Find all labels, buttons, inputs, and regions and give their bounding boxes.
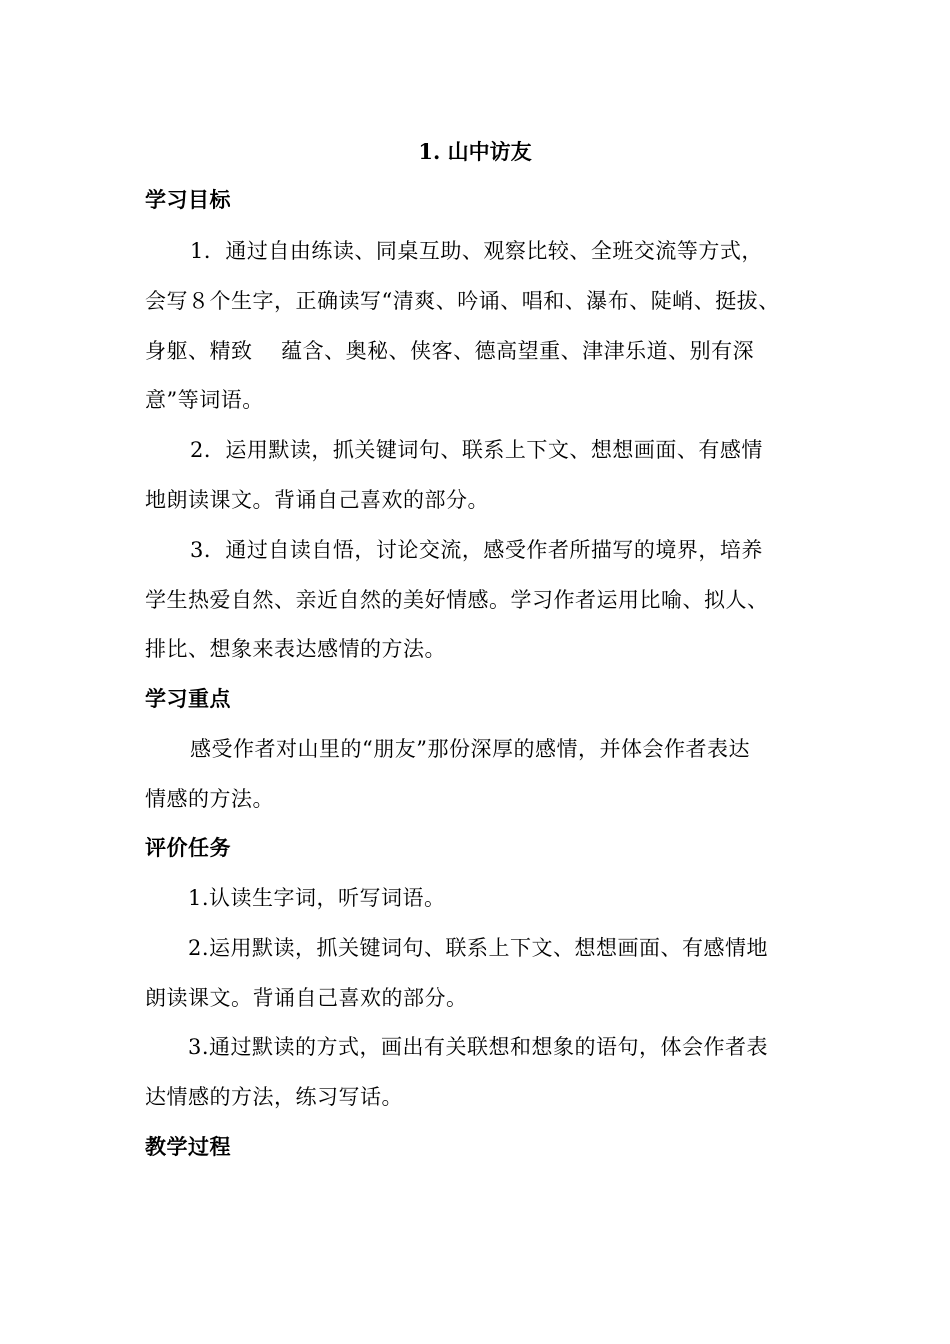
paragraph-line: 学生热爱自然、亲近自然的美好情感。学习作者运用比喻、拟人、 xyxy=(145,588,769,612)
paragraph-line: 情感的方法。 xyxy=(145,787,274,811)
section-heading-teaching-process: 教学过程 xyxy=(145,1134,231,1159)
paragraph-line: 3．通过自读自悟，讨论交流，感受作者所描写的境界，培养 xyxy=(190,538,763,562)
paragraph-line: 身躯、精致 蕴含、奥秘、侠客、德高望重、津津乐道、别有深 xyxy=(145,339,755,363)
paragraph-line: 会写８个生字，正确读写“清爽、吟诵、唱和、瀑布、陡峭、挺拔、 xyxy=(145,289,780,313)
paragraph-line: 地朗读课文。背诵自己喜欢的部分。 xyxy=(145,488,489,512)
paragraph-line: 朗读课文。背诵自己喜欢的部分。 xyxy=(145,986,468,1010)
section-heading-learning-goals: 学习目标 xyxy=(145,187,231,212)
paragraph-line: 排比、想象来表达感情的方法。 xyxy=(145,637,446,661)
paragraph-line: 3.通过默读的方式，画出有关联想和想象的语句，体会作者表 xyxy=(188,1035,769,1059)
paragraph-line: 1.认读生字词，听写词语。 xyxy=(188,886,446,910)
paragraph-line: 感受作者对山里的“朋友”那份深厚的感情，并体会作者表达 xyxy=(190,737,750,761)
paragraph-line: 1．通过自由练读、同桌互助、观察比较、全班交流等方式， xyxy=(190,239,763,263)
paragraph-line: 2．运用默读，抓关键词句、联系上下文、想想画面、有感情 xyxy=(190,438,763,462)
document-title: 1. 山中访友 xyxy=(418,139,532,164)
paragraph-line: 2.运用默读，抓关键词句、联系上下文、想想画面、有感情地 xyxy=(188,936,769,960)
paragraph-line: 意”等词语。 xyxy=(145,388,264,412)
paragraph-line: 达情感的方法，练习写话。 xyxy=(145,1085,403,1109)
section-heading-learning-focus: 学习重点 xyxy=(145,686,231,711)
section-heading-evaluation-tasks: 评价任务 xyxy=(145,835,231,860)
